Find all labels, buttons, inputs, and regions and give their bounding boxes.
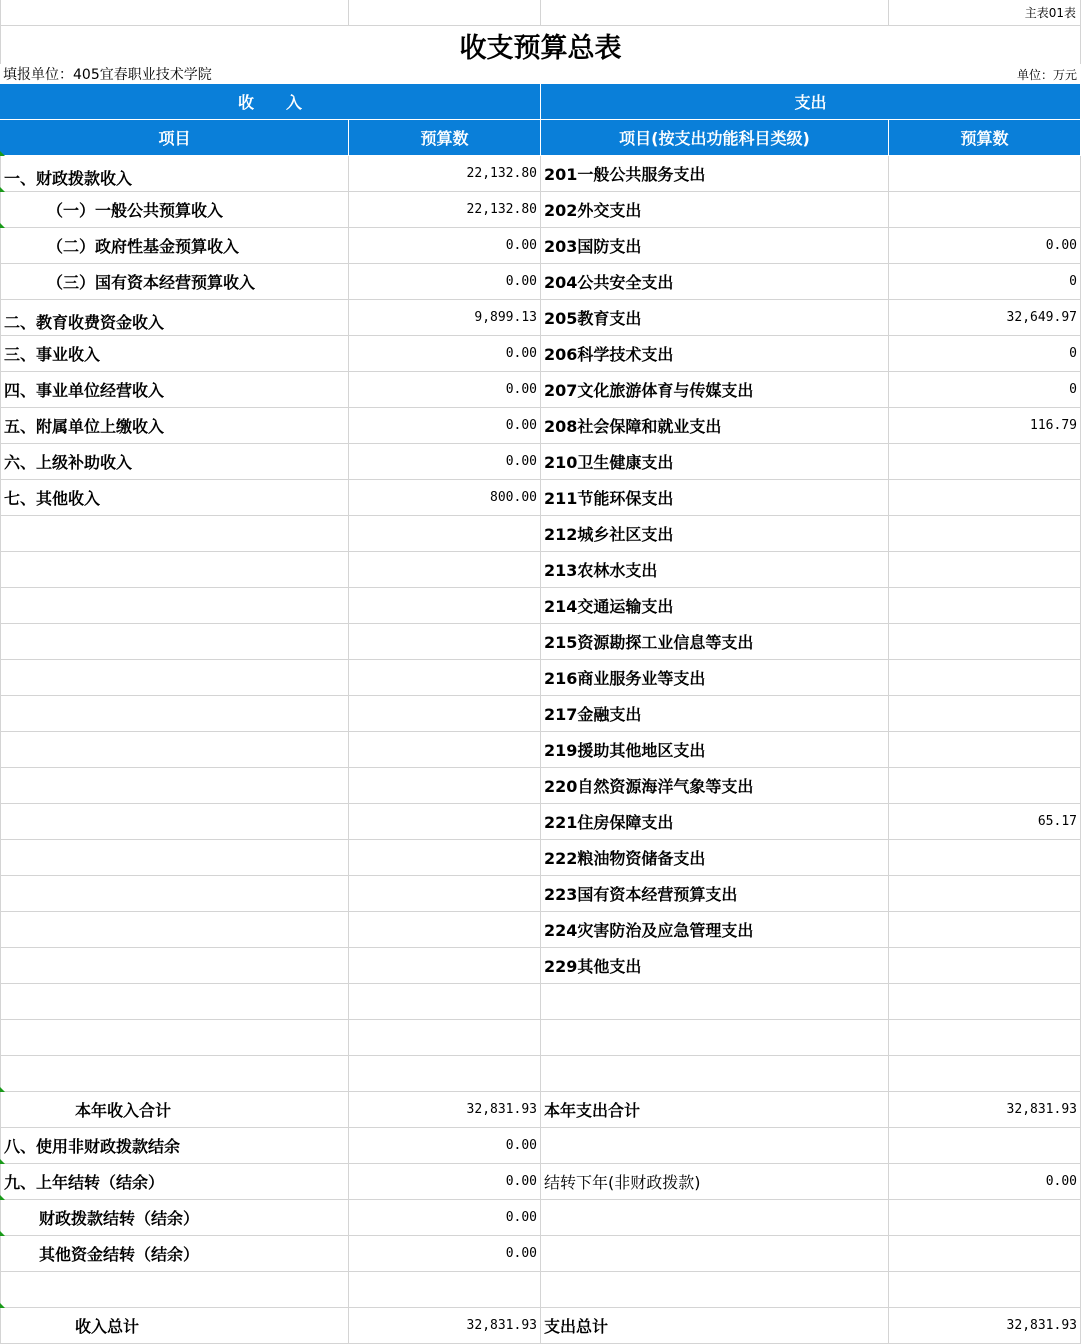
expense-budget-cell[interactable] (889, 768, 1081, 804)
expense-budget-cell[interactable] (889, 732, 1081, 768)
income-budget-cell[interactable]: 0.00 (349, 1128, 541, 1164)
table-row (0, 264, 1081, 300)
table-row (0, 1164, 1081, 1200)
table-row (0, 804, 1081, 840)
table-row (0, 912, 1081, 948)
expense-budget-cell[interactable] (889, 480, 1081, 516)
comment-marker-icon (0, 1303, 5, 1308)
income-item-cell[interactable]: 本年收入合计 (0, 1092, 349, 1128)
income-item-cell[interactable]: 五、附属单位上缴收入 (0, 408, 349, 444)
expense-budget-cell[interactable] (889, 156, 1081, 192)
income-budget-cell[interactable]: 32,831.93 (349, 1092, 541, 1128)
expense-item-cell[interactable]: 229其他支出 (541, 948, 889, 984)
income-item-cell[interactable]: 九、上年结转（结余） (0, 1164, 349, 1200)
income-item-cell[interactable]: 八、使用非财政拨款结余 (0, 1128, 349, 1164)
expense-item-cell[interactable]: 220自然资源海洋气象等支出 (541, 768, 889, 804)
comment-marker-icon (0, 1087, 5, 1092)
income-item-cell[interactable]: （三）国有资本经营预算收入 (0, 264, 349, 300)
income-item-cell[interactable] (0, 588, 349, 624)
income-budget-cell[interactable]: 9,899.13 (349, 300, 541, 336)
column-header-row (0, 120, 1081, 156)
income-item-cell[interactable]: 二、教育收费资金收入 (0, 300, 349, 336)
income-budget-cell[interactable] (349, 984, 541, 1020)
table-row (0, 948, 1081, 984)
expense-item-cell[interactable]: 216商业服务业等支出 (541, 660, 889, 696)
sheet-code-row (0, 0, 1081, 26)
section-header-row (0, 84, 1081, 120)
income-budget-cell[interactable]: 0.00 (349, 228, 541, 264)
table-row (0, 552, 1081, 588)
table-row (0, 336, 1081, 372)
comment-marker-icon (0, 187, 5, 192)
expense-budget-cell[interactable] (889, 1056, 1081, 1092)
income-item-cell[interactable]: 三、事业收入 (0, 336, 349, 372)
expense-header[interactable]: 支出 (541, 84, 1081, 120)
table-row (0, 660, 1081, 696)
table-row (0, 876, 1081, 912)
table-row (0, 444, 1081, 480)
unit-row (0, 64, 1081, 84)
income-budget-cell[interactable] (349, 696, 541, 732)
income-item-cell[interactable] (0, 1056, 349, 1092)
income-budget-cell[interactable]: 0.00 (349, 336, 541, 372)
expense-item-cell[interactable]: 210卫生健康支出 (541, 444, 889, 480)
income-item-cell[interactable] (0, 876, 349, 912)
income-budget-cell[interactable]: 0.00 (349, 1200, 541, 1236)
table-row (0, 984, 1081, 1020)
table-row (0, 1272, 1081, 1308)
income-budget-cell[interactable] (349, 1056, 541, 1092)
table-row (0, 300, 1081, 336)
expense-item-cell[interactable]: 本年支出合计 (541, 1092, 889, 1128)
income-item-cell[interactable]: （一）一般公共预算收入 (0, 192, 349, 228)
expense-budget-cell[interactable]: 0.00 (889, 1164, 1081, 1200)
unit-label[interactable]: 单位：万元 (1016, 67, 1077, 82)
expense-item-cell[interactable]: 支出总计 (541, 1308, 889, 1344)
expense-item-cell[interactable]: 221住房保障支出 (541, 804, 889, 840)
income-item-cell[interactable]: 七、其他收入 (0, 480, 349, 516)
table-row (0, 1056, 1081, 1092)
expense-item-cell[interactable] (541, 1236, 889, 1272)
expense-budget-cell[interactable] (889, 624, 1081, 660)
income-item-cell[interactable] (0, 552, 349, 588)
expense-item-cell[interactable]: 212城乡社区支出 (541, 516, 889, 552)
table-row (0, 408, 1081, 444)
comment-marker-icon (0, 223, 5, 228)
income-budget-cell[interactable]: 0.00 (349, 408, 541, 444)
expense-budget-cell[interactable]: 116.79 (889, 408, 1081, 444)
expense-budget-cell[interactable] (889, 192, 1081, 228)
table-row (0, 1236, 1081, 1272)
expense-budget-cell[interactable] (889, 696, 1081, 732)
table-row (0, 192, 1081, 228)
expense-item-cell[interactable]: 213农林水支出 (541, 552, 889, 588)
income-budget-cell[interactable] (349, 912, 541, 948)
expense-budget-cell[interactable]: 32,831.93 (889, 1092, 1081, 1128)
income-budget-cell[interactable] (349, 948, 541, 984)
income-budget-cell[interactable]: 0.00 (349, 264, 541, 300)
expense-budget-cell[interactable]: 65.17 (889, 804, 1081, 840)
table-row (0, 588, 1081, 624)
expense-budget-cell[interactable]: 0.00 (889, 228, 1081, 264)
income-item-cell[interactable] (0, 1272, 349, 1308)
table-row (0, 228, 1081, 264)
income-budget-cell[interactable]: 22,132.80 (349, 156, 541, 192)
expense-budget-cell[interactable] (889, 912, 1081, 948)
table-row (0, 516, 1081, 552)
expense-item-cell[interactable]: 219援助其他地区支出 (541, 732, 889, 768)
income-item-cell[interactable] (0, 948, 349, 984)
expense-budget-cell[interactable] (889, 444, 1081, 480)
expense-item-cell[interactable]: 224灾害防治及应急管理支出 (541, 912, 889, 948)
unit-filler[interactable]: 填报单位：405宜春职业技术学院 (3, 67, 212, 83)
table-row (0, 156, 1081, 192)
income-item-cell[interactable] (0, 660, 349, 696)
comment-marker-icon (0, 1231, 5, 1236)
income-item-cell[interactable] (0, 768, 349, 804)
expense-budget-cell[interactable] (889, 588, 1081, 624)
income-budget-cell[interactable] (349, 1020, 541, 1056)
expense-budget-cell[interactable] (889, 1200, 1081, 1236)
page-title[interactable]: 收支预算总表 (0, 26, 1081, 64)
income-budget-cell[interactable] (349, 660, 541, 696)
expense-budget-cell[interactable]: 0 (889, 372, 1081, 408)
table-row (0, 624, 1081, 660)
expense-item-cell[interactable]: 202外交支出 (541, 192, 889, 228)
table-row (0, 1308, 1081, 1344)
expense-item-header[interactable]: 项目(按支出功能科目类级) (541, 120, 889, 156)
income-budget-cell[interactable] (349, 804, 541, 840)
expense-budget-cell[interactable] (889, 984, 1081, 1020)
expense-budget-cell[interactable] (889, 1128, 1081, 1164)
income-item-cell[interactable] (0, 696, 349, 732)
expense-item-cell[interactable] (541, 1128, 889, 1164)
income-budget-cell[interactable]: 0.00 (349, 1164, 541, 1200)
expense-item-cell[interactable]: 208社会保障和就业支出 (541, 408, 889, 444)
expense-item-cell[interactable] (541, 1020, 889, 1056)
income-budget-cell[interactable] (349, 516, 541, 552)
income-item-cell[interactable]: 收入总计 (0, 1308, 349, 1344)
expense-item-cell[interactable]: 222粮油物资储备支出 (541, 840, 889, 876)
expense-budget-cell[interactable] (889, 948, 1081, 984)
title-row (0, 26, 1081, 64)
table-row (0, 480, 1081, 516)
expense-budget-header[interactable]: 预算数 (889, 120, 1081, 156)
income-item-cell[interactable]: 其他资金结转（结余） (0, 1236, 349, 1272)
expense-item-cell[interactable]: 217金融支出 (541, 696, 889, 732)
income-budget-cell[interactable]: 0.00 (349, 372, 541, 408)
income-budget-cell[interactable]: 0.00 (349, 1236, 541, 1272)
income-item-cell[interactable] (0, 1020, 349, 1056)
table-row (0, 1092, 1081, 1128)
expense-budget-cell[interactable]: 0 (889, 264, 1081, 300)
expense-item-cell[interactable]: 215资源勘探工业信息等支出 (541, 624, 889, 660)
expense-item-cell[interactable]: 结转下年(非财政拨款) (541, 1164, 889, 1200)
income-budget-cell[interactable] (349, 624, 541, 660)
expense-item-cell[interactable]: 207文化旅游体育与传媒支出 (541, 372, 889, 408)
expense-budget-cell[interactable] (889, 660, 1081, 696)
income-item-cell[interactable] (0, 804, 349, 840)
table-row (0, 768, 1081, 804)
income-item-cell[interactable]: 六、上级补助收入 (0, 444, 349, 480)
income-item-header[interactable]: 项目 (0, 120, 349, 156)
table-row (0, 1128, 1081, 1164)
cell[interactable] (541, 0, 889, 26)
table-row (0, 1200, 1081, 1236)
table-row (0, 840, 1081, 876)
income-item-cell[interactable] (0, 516, 349, 552)
income-item-cell[interactable] (0, 840, 349, 876)
expense-budget-cell[interactable] (889, 516, 1081, 552)
income-item-cell[interactable]: 四、事业单位经营收入 (0, 372, 349, 408)
income-item-cell[interactable]: （二）政府性基金预算收入 (0, 228, 349, 264)
expense-item-cell[interactable] (541, 1056, 889, 1092)
expense-item-cell[interactable]: 223国有资本经营预算支出 (541, 876, 889, 912)
expense-item-cell[interactable] (541, 1272, 889, 1308)
expense-budget-cell[interactable]: 32,831.93 (889, 1308, 1081, 1344)
income-budget-cell[interactable] (349, 552, 541, 588)
expense-item-cell[interactable] (541, 984, 889, 1020)
table-row (0, 1020, 1081, 1056)
expense-budget-cell[interactable] (889, 552, 1081, 588)
expense-item-cell[interactable]: 201一般公共服务支出 (541, 156, 889, 192)
comment-marker-icon (0, 151, 5, 156)
expense-budget-cell[interactable]: 32,649.97 (889, 300, 1081, 336)
income-budget-cell[interactable] (349, 732, 541, 768)
table-row (0, 732, 1081, 768)
comment-marker-icon (0, 1195, 5, 1200)
expense-item-cell[interactable] (541, 1200, 889, 1236)
expense-budget-cell[interactable] (889, 876, 1081, 912)
expense-item-cell[interactable]: 204公共安全支出 (541, 264, 889, 300)
table-row (0, 696, 1081, 732)
income-item-cell[interactable]: 财政拨款结转（结余） (0, 1200, 349, 1236)
expense-budget-cell[interactable]: 0 (889, 336, 1081, 372)
income-budget-cell[interactable] (349, 1272, 541, 1308)
income-budget-cell[interactable]: 0.00 (349, 444, 541, 480)
table-row (0, 372, 1081, 408)
expense-budget-cell[interactable] (889, 840, 1081, 876)
income-budget-cell[interactable]: 22,132.80 (349, 192, 541, 228)
income-budget-cell[interactable] (349, 840, 541, 876)
expense-budget-cell[interactable] (889, 1272, 1081, 1308)
income-budget-cell[interactable] (349, 876, 541, 912)
income-item-cell[interactable] (0, 732, 349, 768)
expense-budget-cell[interactable] (889, 1020, 1081, 1056)
income-budget-cell[interactable] (349, 588, 541, 624)
income-header[interactable]: 收 入 (0, 84, 541, 120)
income-budget-cell[interactable] (349, 768, 541, 804)
expense-item-cell[interactable]: 205教育支出 (541, 300, 889, 336)
expense-budget-cell[interactable] (889, 1236, 1081, 1272)
income-item-cell[interactable] (0, 912, 349, 948)
cell[interactable] (349, 0, 541, 26)
income-budget-cell[interactable]: 32,831.93 (349, 1308, 541, 1344)
comment-marker-icon (0, 1159, 5, 1164)
income-item-cell[interactable] (0, 624, 349, 660)
income-budget-header[interactable]: 预算数 (349, 120, 541, 156)
cell[interactable] (0, 0, 349, 26)
income-item-cell[interactable]: 一、财政拨款收入 (0, 156, 349, 192)
income-item-cell[interactable] (0, 984, 349, 1020)
income-budget-cell[interactable]: 800.00 (349, 480, 541, 516)
expense-item-cell[interactable]: 206科学技术支出 (541, 336, 889, 372)
expense-item-cell[interactable]: 203国防支出 (541, 228, 889, 264)
expense-item-cell[interactable]: 211节能环保支出 (541, 480, 889, 516)
expense-item-cell[interactable]: 214交通运输支出 (541, 588, 889, 624)
sheet-code[interactable]: 主表01表 (889, 0, 1081, 26)
